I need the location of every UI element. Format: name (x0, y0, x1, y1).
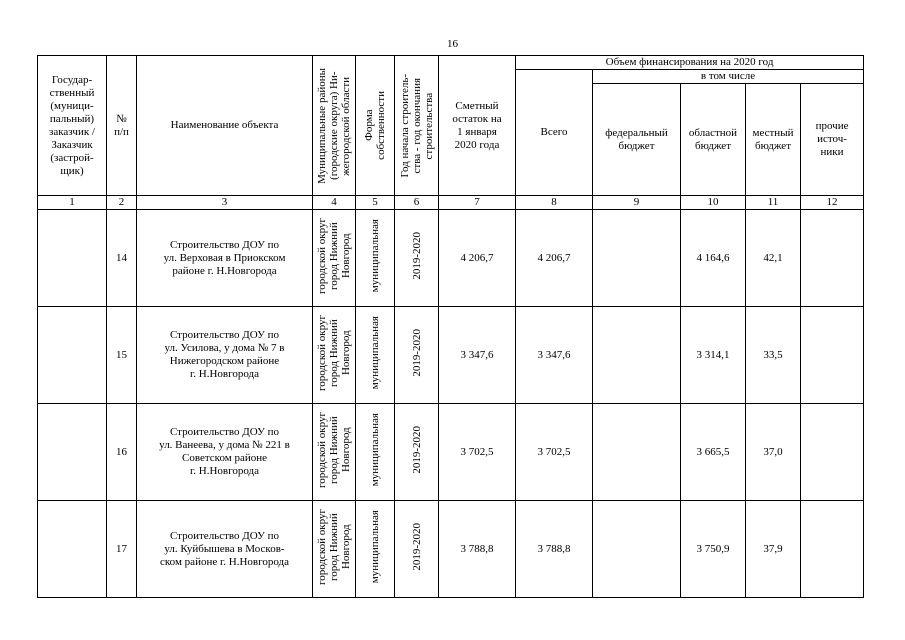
table-row (38, 404, 864, 501)
column-number: 5 (356, 196, 395, 210)
column-number: 1 (38, 196, 107, 210)
header-customer (38, 56, 107, 196)
header-years (395, 56, 439, 196)
column-number: 6 (395, 196, 439, 210)
cell-customer (38, 404, 107, 501)
cell-other (801, 501, 864, 598)
cell-ownership-text: муниципальная (369, 413, 381, 487)
cell-local: 33,5 (746, 307, 801, 404)
cell-estimate: 3 702,5 (439, 404, 516, 501)
cell-district (313, 307, 356, 404)
cell-years (395, 307, 439, 404)
cell-name-text: Строительство ДОУ по ул. Ванеева, у дома № 221 в Советском районе г. Н.Новгорода (159, 426, 290, 477)
header-district-text: Муниципальные районы (городские округа) Ни- жегородской области (316, 67, 352, 184)
cell-ownership-text: муниципальная (369, 316, 381, 390)
cell-ownership (356, 307, 395, 404)
cell-other (801, 210, 864, 307)
cell-other (801, 307, 864, 404)
cell-years-text: 2019-2020 (410, 426, 423, 474)
column-number-row (38, 196, 864, 210)
cell-total: 3 788,8 (516, 501, 593, 598)
header-regional (681, 84, 746, 196)
header-customer-text: Государ- ственный (муници- пальный) заказчик / Заказчик (застрой- щик) (49, 73, 95, 177)
header-local-text: местный бюджет (752, 126, 794, 152)
cell-years (395, 501, 439, 598)
cell-num: 16 (107, 404, 137, 501)
cell-name (137, 210, 313, 307)
cell-num: 15 (107, 307, 137, 404)
cell-num: 17 (107, 501, 137, 598)
header-including-text: в том числе (700, 70, 756, 82)
cell-num: 14 (107, 210, 137, 307)
cell-regional: 3 314,1 (681, 307, 746, 404)
header-num-text: № п/п (114, 112, 129, 138)
column-number: 4 (313, 196, 356, 210)
header-federal-text: федеральный бюджет (605, 126, 668, 152)
table-row (38, 501, 864, 598)
cell-estimate: 3 347,6 (439, 307, 516, 404)
cell-years-text: 2019-2020 (410, 329, 423, 377)
header-years-text: Год начала строитель- ства - год окончания строительства (398, 73, 435, 178)
cell-regional: 3 665,5 (681, 404, 746, 501)
cell-years (395, 210, 439, 307)
header-federal (593, 84, 681, 196)
cell-ownership (356, 501, 395, 598)
cell-district-text: городской округ город Нижний Новгород (316, 411, 352, 489)
cell-district-text: городской округ город Нижний Новгород (316, 314, 352, 392)
cell-name-text: Строительство ДОУ по ул. Куйбышева в Москов- ском районе г. Н.Новгорода (160, 529, 289, 568)
cell-other (801, 404, 864, 501)
cell-name-text: Строительство ДОУ по ул. Верховая в Приокском районе г. Н.Новгорода (163, 238, 286, 277)
header-name (137, 56, 313, 196)
cell-name (137, 501, 313, 598)
cell-ownership (356, 210, 395, 307)
page-number: 16 (447, 38, 458, 50)
header-regional-text: областной бюджет (688, 126, 738, 152)
cell-local: 37,9 (746, 501, 801, 598)
cell-district (313, 501, 356, 598)
table-row (38, 210, 864, 307)
cell-federal (593, 307, 681, 404)
table-row (38, 307, 864, 404)
column-number: 2 (107, 196, 137, 210)
header-estimate (439, 56, 516, 196)
header-funding-text: Объем финансирования на 2020 год (605, 56, 774, 68)
header-estimate-text: Сметный остаток на 1 января 2020 года (452, 99, 502, 151)
cell-local: 37,0 (746, 404, 801, 501)
header-other (801, 84, 864, 196)
cell-ownership (356, 404, 395, 501)
cell-ownership-text: муниципальная (369, 219, 381, 293)
cell-regional: 3 750,9 (681, 501, 746, 598)
cell-estimate: 3 788,8 (439, 501, 516, 598)
cell-district (313, 404, 356, 501)
cell-federal (593, 210, 681, 307)
cell-customer (38, 210, 107, 307)
cell-total: 3 347,6 (516, 307, 593, 404)
funding-table (37, 55, 864, 598)
cell-total: 4 206,7 (516, 210, 593, 307)
header-local (746, 84, 801, 196)
cell-name-text: Строительство ДОУ по ул. Усилова, у дома № 7 в Нижегородском районе г. Н.Новгорода (164, 329, 285, 380)
column-number: 9 (593, 196, 681, 210)
header-funding (516, 56, 864, 70)
cell-local: 42,1 (746, 210, 801, 307)
cell-name (137, 404, 313, 501)
header-total (516, 70, 593, 196)
cell-district-text: городской округ город Нижний Новгород (316, 508, 352, 586)
column-number: 7 (439, 196, 516, 210)
cell-years-text: 2019-2020 (410, 523, 423, 571)
cell-customer (38, 307, 107, 404)
column-number: 10 (681, 196, 746, 210)
cell-district (313, 210, 356, 307)
column-number: 8 (516, 196, 593, 210)
cell-years (395, 404, 439, 501)
cell-federal (593, 404, 681, 501)
cell-district-text: городской округ город Нижний Новгород (316, 217, 352, 295)
column-number: 11 (746, 196, 801, 210)
header-other-text: прочие источ- ники (815, 120, 849, 158)
header-ownership (356, 56, 395, 196)
cell-total: 3 702,5 (516, 404, 593, 501)
cell-customer (38, 501, 107, 598)
column-number: 3 (137, 196, 313, 210)
cell-estimate: 4 206,7 (439, 210, 516, 307)
header-num (107, 56, 137, 196)
cell-regional: 4 164,6 (681, 210, 746, 307)
cell-name (137, 307, 313, 404)
header-name-text: Наименование объекта (170, 119, 279, 131)
cell-years-text: 2019-2020 (410, 232, 423, 280)
header-ownership-text: Форма собственности (363, 91, 387, 160)
cell-federal (593, 501, 681, 598)
header-including (593, 70, 864, 84)
cell-ownership-text: муниципальная (369, 510, 381, 584)
column-number: 12 (801, 196, 864, 210)
header-total-text: Всего (540, 126, 568, 138)
header-district (313, 56, 356, 196)
